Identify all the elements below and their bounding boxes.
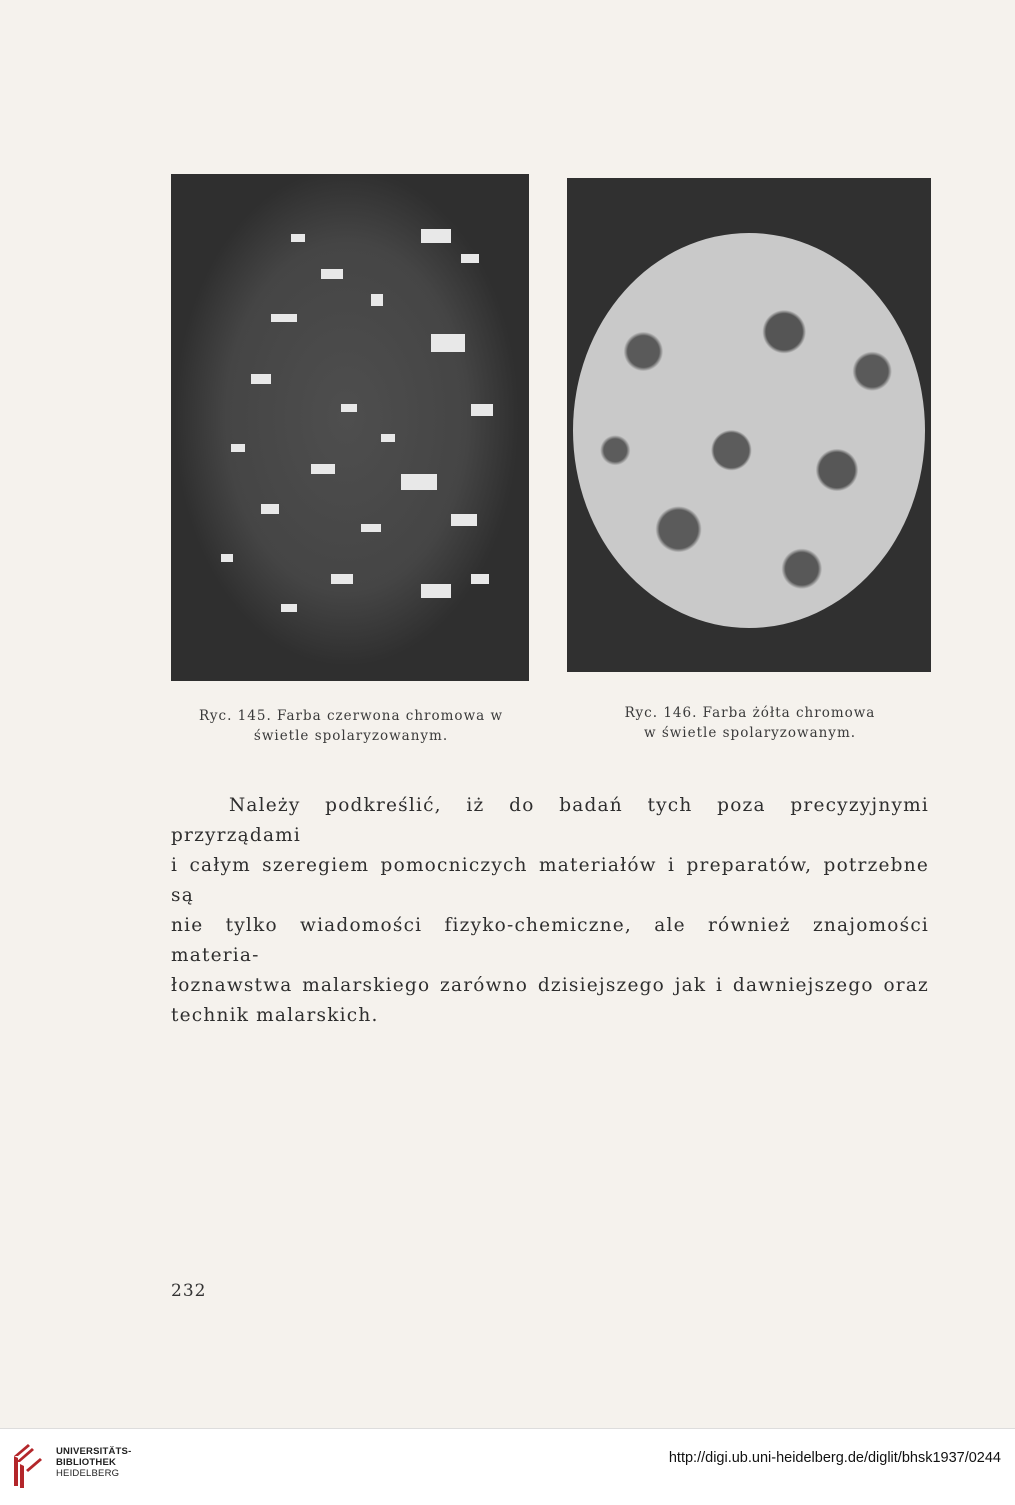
digitization-footer [0,1428,1015,1505]
library-name-line: UNIVERSITÄTS- [56,1446,132,1457]
body-paragraph [171,791,929,1031]
paragraph-line: i całym szeregiem pomocniczych materiałów i preparatów, potrzebne są [171,855,929,906]
figure-146-caption [600,703,900,743]
caption-line: Ryc. 145. Farba czerwona chromowa w [198,708,504,724]
caption-line: świetle spolaryzowanym. [253,728,449,744]
library-logo-icon [10,1442,46,1490]
caption-line: w świetle spolaryzowanym. [643,725,857,741]
paragraph-line: Należy podkreślić, iż do badań tych poza precyzyjnymi przyrządami [171,795,929,846]
permalink-url[interactable]: http://digi.ub.uni-heidelberg.de/diglit/bhsk1937/0244 [668,1450,1001,1466]
figure-146-micrograph [567,178,931,672]
library-name-line: HEIDELBERG [56,1468,120,1479]
figure-145-micrograph [171,174,529,681]
paragraph-line: nie tylko wiadomości fizyko-chemiczne, ale również znajomości materia- [171,915,929,966]
library-name [56,1446,131,1479]
paragraph-line: łoznawstwa malarskiego zarówno dzisiejszego jak i dawniejszego oraz [171,975,929,996]
caption-line: Ryc. 146. Farba żółta chromowa [624,705,876,721]
paragraph-line: technik malarskich. [171,1005,379,1026]
library-name-line: BIBLIOTHEK [56,1457,117,1468]
crystal-disc [573,233,925,628]
page-number: 232 [171,1281,207,1301]
figure-145-caption [168,706,534,746]
